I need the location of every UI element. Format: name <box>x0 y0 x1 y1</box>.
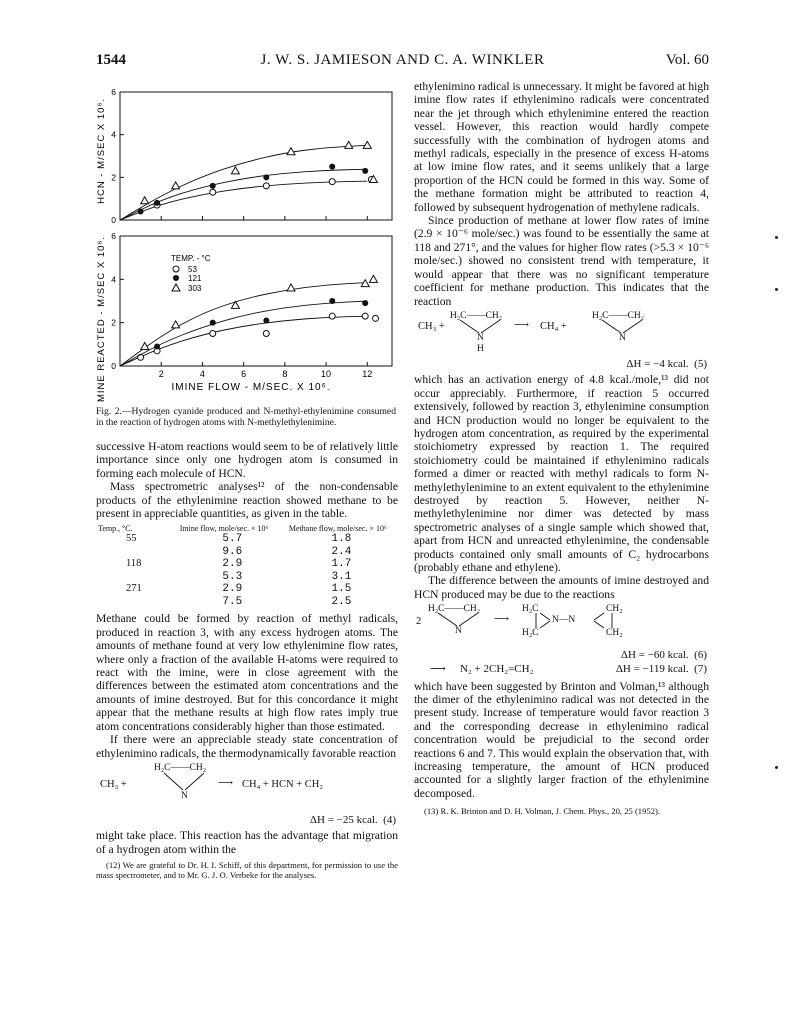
volume-label: Vol. 60 <box>665 52 709 68</box>
y-tick-label: 2 <box>111 317 116 328</box>
rxn6-number: (6) <box>694 649 707 662</box>
figure-2-chart <box>96 86 396 402</box>
figure-2 <box>96 86 396 428</box>
data-point-121 <box>362 168 368 174</box>
paragraph: Since production of methane at lower flow rates of imine (2.9 × 10⁻⁶ mole/sec.) was found to be essentially the same at 118 and 271°, and the values for higher flow rates (>5.3 × 10⁻⁶ mole/sec.) showed no consistent trend with temperature, it would appear that there was no significant temperature coefficient for methane production. This indicates that the reaction <box>414 214 709 308</box>
rxn5-ring-n: N <box>477 332 484 343</box>
legend-label-53: 53 <box>188 265 197 274</box>
data-point-53 <box>373 315 379 321</box>
table-header: Methane flow, mole/sec. × 10⁶ <box>288 524 387 534</box>
data-point-53 <box>263 331 269 337</box>
data-point-121 <box>263 174 269 180</box>
table-row <box>96 558 396 571</box>
series-curve-121 <box>120 169 367 220</box>
table-cell: 1.5 <box>331 583 352 596</box>
rxn6-dimer-l2: H₂C <box>522 628 539 639</box>
data-point-53 <box>329 179 335 185</box>
rxn5-ring-h: H <box>477 343 484 354</box>
x-axis-label: IMINE FLOW - M/SEC. X 10⁶. <box>171 382 331 393</box>
data-point-121 <box>362 300 368 306</box>
figure-caption: Fig. 2.—Hydrogen cyanide produced and N-methyl-ethylenimine consumed in the reaction of hydrogen atoms with N-methylethylenimine. <box>96 406 396 428</box>
x-tick-label: 8 <box>282 369 288 379</box>
table-cell <box>96 546 178 559</box>
top-panel-ylabel: HCN - M/SEC X 10⁶. <box>96 98 107 204</box>
rxn6-dh: ΔH = −60 kcal. <box>620 649 689 662</box>
paragraph: Mass spectrometric analyses¹² of the non-condensable products of the ethylenimine reaction showed methane to be present in appreciable quantities, as given in the table. <box>96 480 398 521</box>
x-tick-label: 4 <box>199 369 205 379</box>
series-curve-121 <box>120 301 367 366</box>
table-row <box>96 571 396 584</box>
x-tick-label: 2 <box>158 369 164 379</box>
table-row <box>96 596 396 609</box>
table-cell: 55 <box>126 533 137 545</box>
data-point-121 <box>329 298 335 304</box>
paragraph: might take place. This reaction has the advantage that migration of a hydrogen atom within the <box>96 829 398 856</box>
rxn5-products: CH₄ + <box>540 320 567 332</box>
data-point-303 <box>172 182 180 189</box>
y-tick-label: 0 <box>111 361 116 371</box>
rxn4-ring-n: N <box>181 790 188 801</box>
data-point-303 <box>345 141 353 148</box>
data-point-121 <box>329 164 335 170</box>
paragraph: The difference between the amounts of imine destroyed and HCN produced may be due to the reactions <box>414 574 709 601</box>
table-header: Imine flow, mole/sec. × 10⁶ <box>179 524 269 534</box>
table-cell: 2.5 <box>331 595 352 608</box>
rxn4-dh: ΔH = −25 kcal. <box>309 813 378 826</box>
table-row <box>96 583 396 596</box>
rxn6-ring-top: H₂C——CH₂ <box>428 604 481 615</box>
rxn4-enthalpy <box>96 814 398 827</box>
rxn7-dh: ΔH = −119 kcal. <box>615 662 689 675</box>
x-tick-label: 10 <box>321 369 332 379</box>
data-point-53 <box>210 189 216 195</box>
x-tick-label: 6 <box>241 369 247 379</box>
table-row <box>96 546 396 559</box>
table-cell: 2.9 <box>222 558 243 571</box>
data-point-121 <box>154 344 160 350</box>
running-header <box>96 52 709 74</box>
legend <box>171 254 211 293</box>
data-point-121 <box>210 320 216 326</box>
paragraph: which have been suggested by Brinton and Volman,¹³ although the dimer of the ethylenimino radical was not detected in the present study. Increase of temperature would favor reaction 3 and the corresponding decrease in ethylenimino radical concentration would be prejudicial to the second order reactions 6 and 7. This would explain the observation that, with increasing temperature, the amount of HCN produced accounted for a slightly larger fraction of the ethylenimine decomposed. <box>414 679 709 800</box>
data-point-121 <box>263 318 269 324</box>
x-tick-label: 12 <box>362 369 373 379</box>
page-number: 1544 <box>96 52 126 68</box>
reaction-5 <box>414 310 709 356</box>
table-cell: 2.4 <box>331 545 352 558</box>
arrow-icon: ⟶ <box>430 662 446 675</box>
y-tick-label: 6 <box>111 87 116 97</box>
rxn5-dh: ΔH = −4 kcal. <box>626 357 689 370</box>
arrow-icon: ⟶ <box>514 319 530 331</box>
rxn4-products: CH₄ + HCN + CH₂ <box>242 778 324 790</box>
rxn6-dimer-r2: CH₂ <box>606 628 623 639</box>
panel-frame <box>120 236 392 366</box>
table-cell: 9.6 <box>222 545 243 558</box>
data-point-303 <box>287 148 295 155</box>
y-tick-label: 4 <box>111 274 116 285</box>
rxn6-dimer-l: H₂C <box>522 604 539 615</box>
y-tick-label: 6 <box>111 231 116 241</box>
table-cell: 3.1 <box>331 570 352 583</box>
reaction-6 <box>414 603 709 647</box>
rxn4-ring-lines <box>156 772 212 792</box>
data-point-121 <box>154 200 160 206</box>
rxn4-number: (4) <box>383 813 396 826</box>
chart-marks <box>120 141 379 366</box>
print-speck <box>775 766 778 769</box>
rxn4-ring-top: H₂C——CH₂ <box>154 762 207 773</box>
reaction-7 <box>414 663 709 678</box>
data-point-53 <box>210 331 216 337</box>
running-authors: J. W. S. JAMIESON AND C. A. WINKLER <box>260 52 545 68</box>
table-cell: 271 <box>126 583 142 595</box>
paragraph: which has an activation energy of 4.8 kcal./mole,¹³ did not occur appreciably. Furthermore, if reaction 5 occurred extensively, followed by reaction 3, ethylenimine consumption and HCN production would no longer be equivalent to the hydrogen atom concentration, as required by the experimental stoichiometry expressed by reaction 1. The required stoichiometry could be maintained if ethylenimino radicals formed a dimer or reacted with methyl radicals to form N-methylethylenimine to an extent equivalent to the ethylenimine destroyed by reaction 5. However, neither N-methylethylenimine nor dimer was detected by mass spectrometric analyses of a single sample which showed that, apart from HCN and unreacted ethylenimine, the condensable products contained only small amounts of C₂ hydrocarbons (probably ethane and ethylene). <box>414 373 709 574</box>
data-point-303 <box>231 167 239 174</box>
print-speck <box>775 236 778 239</box>
table-cell: 5.7 <box>222 533 243 546</box>
rxn6-ring-n: N <box>455 626 462 637</box>
table-cell: 2.9 <box>222 583 243 596</box>
table-cell <box>96 596 178 609</box>
series-curve-53 <box>120 316 367 366</box>
rxn5-ring2-n: N <box>619 332 626 343</box>
rxn6-enthalpy <box>414 649 709 662</box>
rxn5-lhs: CH₃ + <box>418 320 445 332</box>
data-point-303 <box>287 284 295 291</box>
legend-marker-53 <box>173 266 179 272</box>
table-cell: 118 <box>126 558 142 570</box>
right-column <box>414 80 709 816</box>
data-point-303 <box>363 141 371 148</box>
data-point-303 <box>369 275 377 282</box>
rxn6-dimer-r: CH₂ <box>606 604 623 615</box>
bottom-panel-ylabel: IMINE REACTED - M/SEC X 10⁶. <box>96 236 107 402</box>
table-row <box>96 533 396 546</box>
paragraph: If there were an appreciable steady state concentration of ethylenimino radicals, the thermodynamically favorable reaction <box>96 733 398 760</box>
table-cell: 1.7 <box>331 558 352 571</box>
reaction-4 <box>96 762 398 812</box>
print-speck <box>775 288 778 291</box>
rxn5-enthalpy <box>414 358 709 371</box>
table-cell: 5.3 <box>222 570 243 583</box>
rxn5-number: (5) <box>694 357 707 370</box>
data-point-53 <box>329 313 335 319</box>
methane-table <box>96 524 396 608</box>
rxn6-coef: 2 <box>416 616 422 628</box>
arrow-icon: ⟶ <box>494 614 510 626</box>
legend-title: TEMP. - °C <box>171 254 211 263</box>
y-tick-label: 0 <box>111 215 116 225</box>
table-cell <box>96 571 178 584</box>
data-point-53 <box>362 313 368 319</box>
legend-marker-303 <box>172 284 180 291</box>
data-point-303 <box>172 321 180 328</box>
rxn4-lhs: CH₃ + <box>100 778 127 790</box>
legend-marker-121 <box>173 275 179 281</box>
rxn5-ring-top: H₂C——CH₂ <box>450 310 503 321</box>
arrow-icon: ⟶ <box>218 777 234 789</box>
legend-label-121: 121 <box>188 274 202 283</box>
paragraph: Methane could be formed by reaction of methyl radicals, produced in reaction 3, with any excess hydrogen atoms. The amounts of methane found at very low ethylenimine flow rates, where only a fraction of the available H-atoms were required to react with the imine, were in close agreement with the differences between the estimated atom concentrations and the amounts of imine destroyed. But for this concordance it might appear that the methane results at high flow rates imply true atom concentrations considerably higher than those estimated. <box>96 612 398 733</box>
rxn7-number: (7) <box>694 662 707 675</box>
left-column <box>96 440 398 880</box>
rxn6-dimer-mid: N—N <box>552 615 576 626</box>
chart-axes <box>111 87 392 379</box>
paragraph: ethylenimino radical is unnecessary. It might be favored at high imine flow rates if ethylenimino radicals were concentrated near the jet through which ethylenimine entered the reaction vessel. However, this reaction would hardly compete successfully with the combination of hydrogen atoms and methyl radicals, especially in the presence of excess H-atoms at low imine flow rates, and it seems unlikely that a large proportion of the HCN could be formed in this way. Some of the methane formation might be attributed to reaction 4, followed by subsequent hydrogenation of methylene radicals. <box>414 80 709 214</box>
y-tick-label: 4 <box>111 129 116 140</box>
data-point-303 <box>141 197 149 204</box>
table-cell: 7.5 <box>222 595 243 608</box>
table-cell: 1.8 <box>331 533 352 546</box>
rxn5-ring2-top: H₂C——CH₂ <box>592 310 645 321</box>
footnote-12: (12) We are grateful to Dr. H. I. Schiff, of this department, for permission to use the mass spectrometer, and to Mr. G. J. O. Verbeke for the analyses. <box>96 860 398 881</box>
y-tick-label: 2 <box>111 172 116 183</box>
data-point-53 <box>138 354 144 360</box>
data-point-53 <box>263 183 269 189</box>
table-header: Temp., °C. <box>98 524 133 534</box>
footnote-13: (13) R. K. Brinton and D. H. Volman, J. Chem. Phys., 20, 25 (1952). <box>424 806 661 817</box>
legend-label-303: 303 <box>188 284 202 293</box>
paragraph: successive H-atom reactions would seem to be of relatively little importance since only one hydrogen atom is consumed in forming each molecule of HCN. <box>96 440 398 480</box>
data-point-121 <box>210 183 216 189</box>
rxn7-products: N₂ + 2CH₂=CH₂ <box>460 662 534 675</box>
